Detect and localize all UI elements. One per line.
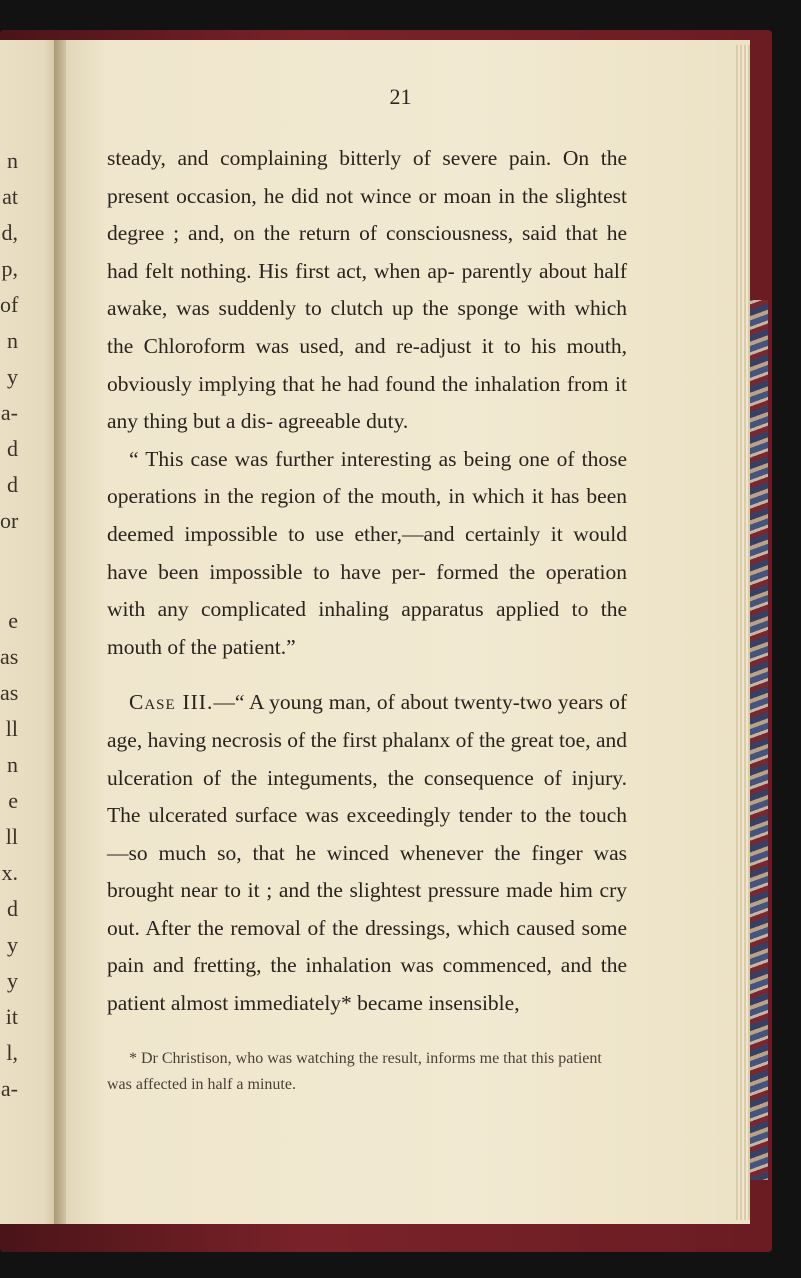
footnote	[107, 1046, 627, 1098]
left-page-fragment: or	[0, 508, 19, 533]
left-page-fragment: a-	[0, 1076, 18, 1101]
left-page-fragment: ll	[5, 716, 18, 741]
paragraph: “ This case was further interesting as being one of those operations in the region of the mouth, in which it has been deemed impossible to use ether,—and certainly it would have been impossible to have per- formed the operation with any complicated inhaling apparatus applied to the mouth of the patient.”	[107, 446, 627, 659]
case-label: Case III.	[129, 690, 214, 715]
left-page-fragment: d	[7, 896, 18, 921]
left-page-fragment: as	[0, 680, 19, 705]
left-page-fragment: a-	[0, 400, 18, 425]
body-text	[107, 140, 627, 1023]
case-text: —“ A young man, of about twenty-two years of age, having necrosis of the first phalanx of the great toe, and ulceration of the integuments, the consequence of injury. The ulcerated surface was exceedingly tender to the touch—so much so, that he winced whenever the finger was brought near to it ; and the slightest pressure made him cry out. After the removal of the dressings, which caused some pain and fretting, the inhalation was commenced, and the patient almost immediately* became insensible,	[107, 690, 627, 1016]
left-page-fragment: n	[7, 148, 18, 173]
left-page-fragment: at	[2, 184, 18, 209]
left-page-fragment: e	[8, 788, 18, 813]
left-page-fragment: p,	[1, 256, 18, 281]
footnote-text: * Dr Christison, who was watching the result, informs me that this patient was affected in half a minute.	[107, 1050, 602, 1093]
left-page-fragment: x.	[1, 860, 18, 885]
left-page-fragment: d,	[1, 220, 18, 245]
left-page-fragment: l,	[6, 1040, 18, 1065]
left-page-fragment: of	[0, 292, 19, 317]
left-page-fragment: d	[7, 436, 18, 461]
left-page-fragment: n	[7, 328, 18, 353]
left-page	[0, 40, 62, 1224]
case-paragraph	[107, 684, 627, 1022]
left-page-fragment: ll	[5, 824, 18, 849]
paragraph: steady, and complaining bitterly of severe pain. On the present occasion, he did not wince or moan in the slightest degree ; and, on the return of consciousness, said that he had felt nothing. His first act, when ap- parently about half awake, was suddenly to clutch up the sponge with which the Chloroform was used, and re-adjust it to his mouth, obviously implying that he had found the inhalation from it any thing but a dis- agreeable duty.	[107, 146, 627, 434]
page-edges	[736, 45, 750, 1220]
left-page-fragment: y	[7, 968, 18, 993]
left-page-fragment: it	[5, 1004, 18, 1029]
left-page-fragment: e	[8, 608, 18, 633]
page-number: 21	[389, 84, 412, 109]
left-page-fragment: n	[7, 752, 18, 777]
left-page-fragment: y	[7, 932, 18, 957]
left-page-fragment: d	[7, 472, 18, 497]
left-page-fragment: as	[0, 644, 19, 669]
left-page-fragment: y	[7, 364, 18, 389]
